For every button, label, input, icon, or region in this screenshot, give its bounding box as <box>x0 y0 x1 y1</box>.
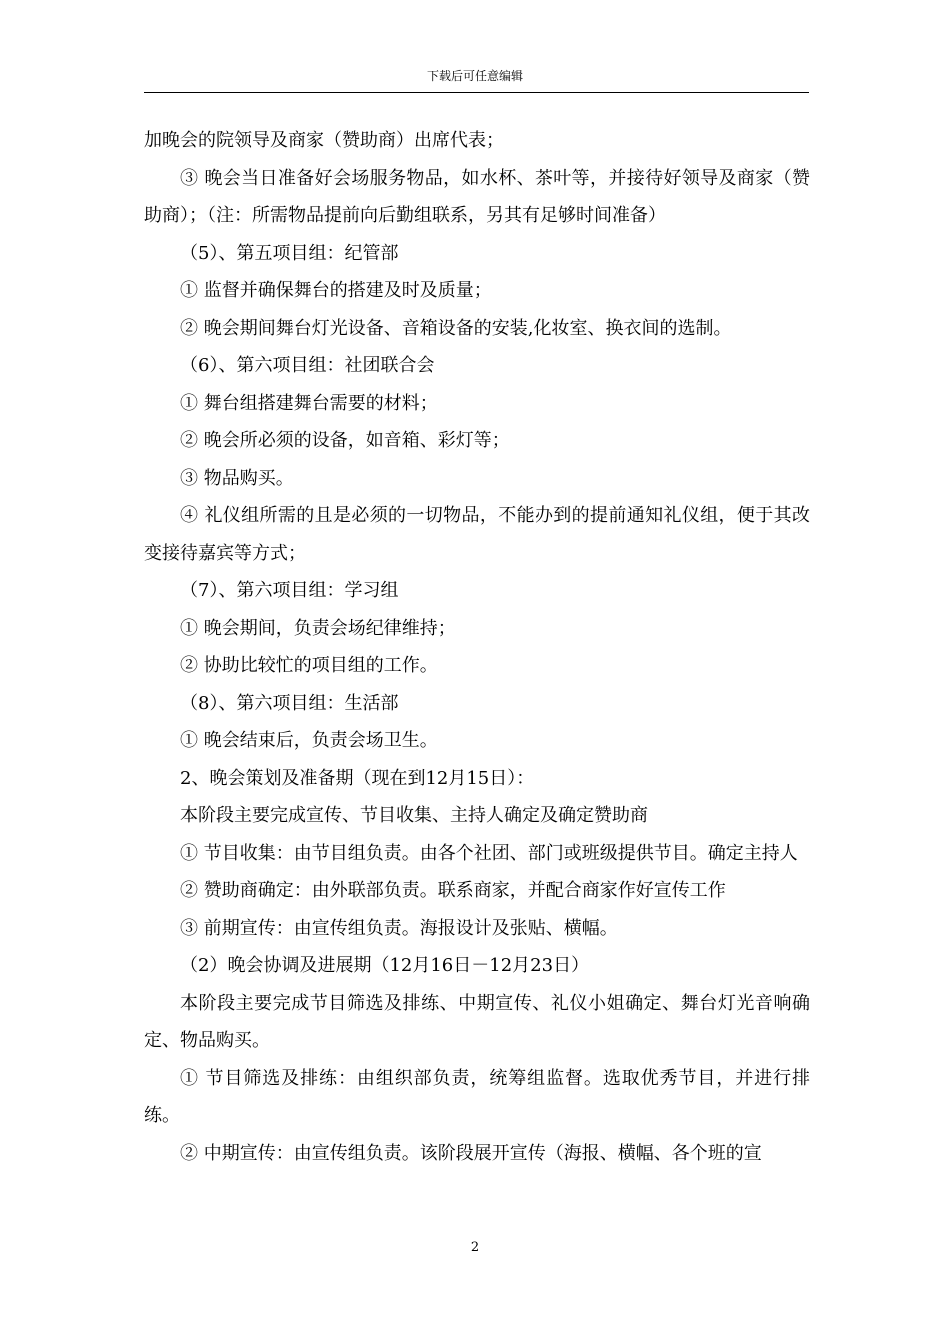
paragraph: ② 中期宣传：由宣传组负责。该阶段展开宣传（海报、横幅、各个班的宣 <box>180 1142 762 1164</box>
paragraph: ② 晚会所必须的设备，如音箱、彩灯等； <box>180 430 510 451</box>
paragraph: ② 协助比较忙的项目组的工作。 <box>180 655 438 676</box>
paragraph: ② 晚会期间舞台灯光设备、音箱设备的安装,化妆室、换衣间的选制。 <box>180 317 732 339</box>
paragraph: ④ 礼仪组所需的且是必须的一切物品，不能办到的提前通知礼仪组，便于其改变接待嘉宾等方式； <box>144 505 810 564</box>
paragraph: （7）、第六项目组：学习组 <box>180 580 399 601</box>
paragraph: （6）、第六项目组：社团联合会 <box>180 355 435 376</box>
paragraph: ① 节目收集：由节目组负责。由各个社团、部门或班级提供节目。确定主持人 <box>180 842 798 864</box>
paragraph: （8）、第六项目组：生活部 <box>180 692 399 714</box>
paragraph: 本阶段主要完成节目筛选及排练、中期宣传、礼仪小姐确定、舞台灯光音响确定、物品购买。 <box>144 992 810 1051</box>
header-text: 下载后可任意编辑 <box>426 69 523 83</box>
paragraph: 加晚会的院领导及商家（赞助商）出席代表； <box>144 130 504 151</box>
page-header <box>0 0 950 95</box>
paragraph: （2）晚会协调及进展期（12月16日－12月23日） <box>180 955 590 976</box>
paragraph: ① 节目筛选及排练：由组织部负责，统筹组监督。选取优秀节目，并进行排练。 <box>144 1067 810 1126</box>
paragraph: ① 晚会期间，负责会场纪律维持； <box>180 617 456 639</box>
paragraph: 本阶段主要完成宣传、节目收集、主持人确定及确定赞助商 <box>180 805 648 826</box>
paragraph: ③ 晚会当日准备好会场服务物品，如水杯、茶叶等，并接待好领导及商家（赞助商）；（注：所需物品提前向后勤组联系，另其有足够时间准备） <box>144 167 810 226</box>
paragraph: （5）、第五项目组：纪管部 <box>180 242 399 264</box>
paragraph: ① 舞台组搭建舞台需要的材料； <box>180 392 438 414</box>
paragraph: ① 监督并确保舞台的搭建及时及质量； <box>180 280 492 301</box>
paragraph: ② 赞助商确定：由外联部负责。联系商家，并配合商家作好宣传工作 <box>180 880 726 901</box>
header-divider <box>144 92 809 93</box>
paragraph: ③ 物品购买。 <box>180 467 294 489</box>
paragraph: 2、晚会策划及准备期（现在到12月15日）： <box>180 767 535 789</box>
page-number: 2 <box>470 1240 480 1255</box>
paragraph: ③ 前期宣传：由宣传组负责。海报设计及张贴、横幅。 <box>180 917 618 939</box>
document-body <box>144 122 810 1172</box>
paragraph: ① 晚会结束后，负责会场卫生。 <box>180 730 438 751</box>
